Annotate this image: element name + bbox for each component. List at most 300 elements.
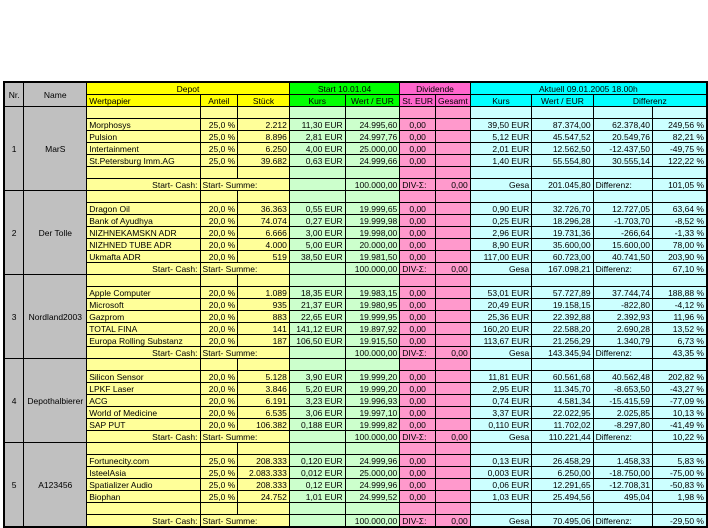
table-row <box>4 131 707 143</box>
nr-header: Nr. <box>4 82 24 107</box>
kurs-start-cell: 21,37 EUR <box>289 299 345 311</box>
wert-start-cell: 19.999,20 <box>345 371 400 383</box>
wert-start-header: Wert / EUR <box>345 95 400 107</box>
dividende-cell: 0,00 <box>400 335 436 347</box>
wert-start-cell: 24.999,96 <box>345 479 400 491</box>
gesamt-cell <box>435 371 470 383</box>
dividende-cell: 0,00 <box>400 239 436 251</box>
differenz-pct-cell: 6,73 % <box>653 335 708 347</box>
wertpapier-cell: Morphosys <box>87 119 200 131</box>
dividende-cell: 0,00 <box>400 323 436 335</box>
wert-aktuell-cell: 60.723,00 <box>532 251 593 263</box>
kurs-aktuell-cell: 3,37 EUR <box>470 407 532 419</box>
gesamt-value: 70.495,06 <box>532 515 593 528</box>
spacer-cell <box>593 107 652 119</box>
kurs-start-cell: 3,06 EUR <box>289 407 345 419</box>
wertpapier-cell: World of Medicine <box>87 407 200 419</box>
wertpapier-cell: Europa Rolling Substanz <box>87 335 200 347</box>
anteil-cell: 20,0 % <box>200 395 238 407</box>
anteil-cell: 25,0 % <box>200 491 238 503</box>
dividende-cell: 0,00 <box>400 383 436 395</box>
differenz-pct-cell: 63,64 % <box>653 203 708 215</box>
wert-aktuell-cell: 26.458,29 <box>532 455 593 467</box>
differenz-cell: 20.549,76 <box>593 131 652 143</box>
stueck-cell: 519 <box>238 251 290 263</box>
spacer-cell <box>470 107 532 119</box>
wert-aktuell-cell: 11.345,70 <box>532 383 593 395</box>
dividende-cell: 0,00 <box>400 215 436 227</box>
spacer-cell <box>87 443 200 455</box>
differenz-cell: -8.297,80 <box>593 419 652 431</box>
dividende-cell: 0,00 <box>400 311 436 323</box>
wert-aktuell-cell: 22.022,95 <box>532 407 593 419</box>
anteil-cell: 25,0 % <box>200 479 238 491</box>
group-spacer-row <box>4 191 707 203</box>
table-row <box>4 155 707 167</box>
table-row <box>4 227 707 239</box>
wert-start-cell: 19.999,65 <box>345 203 400 215</box>
anteil-cell: 25,0 % <box>200 119 238 131</box>
wert-aktuell-cell: 60.561,68 <box>532 371 593 383</box>
spacer-cell <box>593 359 652 371</box>
differenz-pct-cell: 202,82 % <box>653 371 708 383</box>
wert-start-cell: 24.999,52 <box>345 491 400 503</box>
table-row <box>4 371 707 383</box>
spacer-cell <box>238 359 290 371</box>
kurs-start-cell: 0,120 EUR <box>289 455 345 467</box>
gesamt-cell <box>435 419 470 431</box>
kurs-aktuell-cell: 2,95 EUR <box>470 383 532 395</box>
wertpapier-cell: SAP PUT <box>87 419 200 431</box>
group-number: 2 <box>4 191 24 275</box>
wertpapier-cell: St.Petersburg Imm.AG <box>87 155 200 167</box>
wert-aktuell-cell: 21.256,29 <box>532 335 593 347</box>
wert-aktuell-header: Wert / EUR <box>532 95 593 107</box>
stueck-cell: 883 <box>238 311 290 323</box>
spacer-cell <box>593 275 652 287</box>
wert-aktuell-cell: 6.250,00 <box>532 467 593 479</box>
differenz-label: Differenz: <box>593 179 652 191</box>
dividende-cell: 0,00 <box>400 479 436 491</box>
dividende-cell: 0,00 <box>400 287 436 299</box>
wert-aktuell-cell: 19.731,36 <box>532 227 593 239</box>
anteil-cell: 20,0 % <box>200 251 238 263</box>
group-number: 5 <box>4 443 24 528</box>
differenz-pct-cell: -4,12 % <box>653 299 708 311</box>
differenz-cell: -8.653,50 <box>593 383 652 395</box>
table-row <box>4 503 707 515</box>
gesamt-cell <box>435 215 470 227</box>
gesamt-label: Gesa <box>470 179 532 191</box>
spacer-cell <box>435 359 470 371</box>
stueck-cell: 208.333 <box>238 479 290 491</box>
differenz-pct-cell: -77,09 % <box>653 395 708 407</box>
kurs-aktuell-cell: 160,20 EUR <box>470 323 532 335</box>
kurs-aktuell-cell: 0,25 EUR <box>470 215 532 227</box>
differenz-pct-cell: 5,83 % <box>653 455 708 467</box>
kurs-start-cell: 38,50 EUR <box>289 251 345 263</box>
portfolio-body <box>4 82 707 527</box>
start-summe-label: Start- Summe: <box>200 179 289 191</box>
differenz-pct-cell: -1,33 % <box>653 227 708 239</box>
spacer-cell <box>400 275 436 287</box>
spacer-cell <box>653 443 708 455</box>
differenz-cell: -12.437,50 <box>593 143 652 155</box>
stueck-cell: 1.089 <box>238 287 290 299</box>
spacer-cell <box>435 107 470 119</box>
wert-start-cell: 24.999,96 <box>345 455 400 467</box>
spacer-cell <box>532 191 593 203</box>
spacer-cell <box>532 107 593 119</box>
start-cash-label: Start- Cash: <box>87 347 200 359</box>
wertpapier-cell: NIZHNEKAMSKN ADR <box>87 227 200 239</box>
differenz-label: Differenz: <box>593 431 652 443</box>
kurs-aktuell-cell: 5,12 EUR <box>470 131 532 143</box>
spacer-cell <box>289 107 345 119</box>
table-row <box>4 119 707 131</box>
spacer-cell <box>200 443 238 455</box>
spacer-cell <box>593 443 652 455</box>
dividende-cell: 0,00 <box>400 371 436 383</box>
differenz-pct-cell: 203,90 % <box>653 251 708 263</box>
gesamt-cell <box>435 383 470 395</box>
differenz-pct-cell: 188,88 % <box>653 287 708 299</box>
differenz-pct-cell <box>653 167 708 179</box>
stueck-cell: 4.000 <box>238 239 290 251</box>
differenz-cell <box>593 503 652 515</box>
group-spacer-row <box>4 275 707 287</box>
stueck-cell: 2.212 <box>238 119 290 131</box>
wertpapier-cell: Ukmafta ADR <box>87 251 200 263</box>
wertpapier-cell: IsteelAsia <box>87 467 200 479</box>
kurs-start-cell: 18,35 EUR <box>289 287 345 299</box>
differenz-cell: 1.458,33 <box>593 455 652 467</box>
spacer-cell <box>238 443 290 455</box>
dividende-cell: 0,00 <box>400 467 436 479</box>
kurs-start-cell <box>289 503 345 515</box>
wertpapier-cell: LPKF Laser <box>87 383 200 395</box>
summary-empty-cell <box>289 179 345 191</box>
differenz-pct-value: -29,50 % <box>653 515 708 528</box>
spacer-cell <box>238 191 290 203</box>
wertpapier-header: Wertpapier <box>87 95 200 107</box>
start-summe-label: Start- Summe: <box>200 263 289 275</box>
spacer-cell <box>289 443 345 455</box>
name-header: Name <box>24 82 87 107</box>
wertpapier-cell: Apple Computer <box>87 287 200 299</box>
dividende-cell: 0,00 <box>400 251 436 263</box>
differenz-pct-value: 10,22 % <box>653 431 708 443</box>
kurs-aktuell-cell: 0,74 EUR <box>470 395 532 407</box>
table-row <box>4 419 707 431</box>
wert-start-cell: 19.999,98 <box>345 215 400 227</box>
differenz-cell: -1.703,70 <box>593 215 652 227</box>
wert-start-cell: 24.999,66 <box>345 155 400 167</box>
gesamt-cell <box>435 479 470 491</box>
kurs-start-cell: 2,81 EUR <box>289 131 345 143</box>
differenz-cell: -18.750,00 <box>593 467 652 479</box>
spacer-cell <box>87 359 200 371</box>
differenz-pct-cell: -43,27 % <box>653 383 708 395</box>
kurs-aktuell-cell: 0,06 EUR <box>470 479 532 491</box>
group-number: 3 <box>4 275 24 359</box>
spacer-cell <box>87 275 200 287</box>
spacer-cell <box>470 191 532 203</box>
table-row <box>4 311 707 323</box>
gesamt-cell <box>435 287 470 299</box>
spacer-cell <box>532 443 593 455</box>
wert-aktuell-cell <box>532 167 593 179</box>
wertpapier-cell: Intertainment <box>87 143 200 155</box>
wertpapier-cell: Gazprom <box>87 311 200 323</box>
spacer-cell <box>289 275 345 287</box>
spacer-cell <box>200 275 238 287</box>
differenz-cell: -12.708,31 <box>593 479 652 491</box>
differenz-cell: 37.744,74 <box>593 287 652 299</box>
differenz-cell: 15.600,00 <box>593 239 652 251</box>
differenz-pct-cell: -8,52 % <box>653 215 708 227</box>
table-row <box>4 251 707 263</box>
spacer-cell <box>435 191 470 203</box>
header-row-top <box>4 82 707 95</box>
kurs-start-cell: 5,00 EUR <box>289 239 345 251</box>
kurs-start-cell: 5,20 EUR <box>289 383 345 395</box>
summary-row <box>4 347 707 359</box>
dividende-cell: 0,00 <box>400 407 436 419</box>
wertpapier-cell <box>87 167 200 179</box>
group-spacer-row <box>4 359 707 371</box>
wert-start-cell: 25.000,00 <box>345 143 400 155</box>
differenz-pct-cell: -41,49 % <box>653 419 708 431</box>
table-row <box>4 215 707 227</box>
gesamt-cell <box>435 395 470 407</box>
wert-start-cell <box>345 503 400 515</box>
anteil-cell <box>200 167 238 179</box>
dividende-header: Dividende <box>400 82 470 95</box>
stueck-cell: 39.682 <box>238 155 290 167</box>
div-sum-value: 0,00 <box>435 347 470 359</box>
wertpapier-cell: Spatializer Audio <box>87 479 200 491</box>
gesamt-cell <box>435 323 470 335</box>
table-row <box>4 467 707 479</box>
wert-aktuell-cell: 35.600,00 <box>532 239 593 251</box>
differenz-header: Differenz <box>593 95 707 107</box>
differenz-pct-cell: 82,21 % <box>653 131 708 143</box>
wert-aktuell-cell: 19.158,15 <box>532 299 593 311</box>
spacer-cell <box>87 191 200 203</box>
start-header: Start 10.01.04 <box>289 82 399 95</box>
anteil-cell: 25,0 % <box>200 455 238 467</box>
summary-empty-cell <box>289 431 345 443</box>
dividende-cell <box>400 167 436 179</box>
spacer-cell <box>653 359 708 371</box>
kurs-aktuell-cell: 8,90 EUR <box>470 239 532 251</box>
gesamt-cell <box>435 251 470 263</box>
dividende-cell: 0,00 <box>400 143 436 155</box>
wert-start-cell: 19.999,20 <box>345 383 400 395</box>
stueck-cell: 5.128 <box>238 371 290 383</box>
anteil-header: Anteil <box>200 95 238 107</box>
wertpapier-cell: Dragon Oil <box>87 203 200 215</box>
kurs-start-cell: 0,012 EUR <box>289 467 345 479</box>
dividende-cell: 0,00 <box>400 419 436 431</box>
gesamt-value: 167.098,21 <box>532 263 593 275</box>
summary-row <box>4 263 707 275</box>
table-row <box>4 323 707 335</box>
wert-aktuell-cell: 12.562,50 <box>532 143 593 155</box>
kurs-start-cell <box>289 167 345 179</box>
anteil-cell: 20,0 % <box>200 383 238 395</box>
div-sum-value: 0,00 <box>435 431 470 443</box>
gesamt-cell <box>435 131 470 143</box>
dividende-cell: 0,00 <box>400 491 436 503</box>
start-cash-label: Start- Cash: <box>87 515 200 528</box>
gesamt-value: 143.345,94 <box>532 347 593 359</box>
spacer-cell <box>653 191 708 203</box>
differenz-label: Differenz: <box>593 347 652 359</box>
wert-start-cell: 19.997,10 <box>345 407 400 419</box>
kurs-aktuell-cell <box>470 167 532 179</box>
div-sum-label: DIV-Σ: <box>400 515 436 528</box>
kurs-aktuell-cell: 0,003 EUR <box>470 467 532 479</box>
gesamt-cell <box>435 167 470 179</box>
kurs-aktuell-cell: 20,49 EUR <box>470 299 532 311</box>
wert-aktuell-cell: 55.554,80 <box>532 155 593 167</box>
start-summe-value: 100.000,00 <box>345 515 400 528</box>
wertpapier-cell: Silicon Sensor <box>87 371 200 383</box>
kurs-aktuell-header: Kurs <box>470 95 532 107</box>
spacer-cell <box>345 275 400 287</box>
spacer-cell <box>289 359 345 371</box>
differenz-cell: 2.392,93 <box>593 311 652 323</box>
wert-start-cell: 24.995,60 <box>345 119 400 131</box>
anteil-cell: 20,0 % <box>200 203 238 215</box>
spacer-cell <box>345 107 400 119</box>
spacer-cell <box>345 443 400 455</box>
kurs-start-cell: 3,90 EUR <box>289 371 345 383</box>
spacer-cell <box>653 275 708 287</box>
spacer-cell <box>653 107 708 119</box>
anteil-cell: 20,0 % <box>200 335 238 347</box>
kurs-start-cell: 22,65 EUR <box>289 311 345 323</box>
differenz-cell: 40.741,50 <box>593 251 652 263</box>
kurs-aktuell-cell: 1,40 EUR <box>470 155 532 167</box>
group-number: 1 <box>4 107 24 191</box>
start-summe-value: 100.000,00 <box>345 263 400 275</box>
wertpapier-cell: NIZHNED TUBE ADR <box>87 239 200 251</box>
gesamt-cell <box>435 407 470 419</box>
kurs-aktuell-cell: 0,13 EUR <box>470 455 532 467</box>
kurs-aktuell-cell <box>470 503 532 515</box>
anteil-cell: 20,0 % <box>200 227 238 239</box>
differenz-label: Differenz: <box>593 263 652 275</box>
gesamt-cell <box>435 467 470 479</box>
dividende-cell: 0,00 <box>400 455 436 467</box>
wert-aktuell-cell: 22.392,88 <box>532 311 593 323</box>
anteil-cell: 20,0 % <box>200 287 238 299</box>
gesamt-cell <box>435 203 470 215</box>
wert-start-cell: 19.980,95 <box>345 299 400 311</box>
differenz-label: Differenz: <box>593 515 652 528</box>
differenz-pct-cell: 122,22 % <box>653 155 708 167</box>
differenz-cell: 1.340,79 <box>593 335 652 347</box>
stueck-cell: 141 <box>238 323 290 335</box>
div-sum-value: 0,00 <box>435 179 470 191</box>
kurs-start-cell: 3,00 EUR <box>289 227 345 239</box>
table-row <box>4 299 707 311</box>
anteil-cell: 20,0 % <box>200 371 238 383</box>
spacer-cell <box>593 191 652 203</box>
dividende-cell: 0,00 <box>400 395 436 407</box>
summary-row <box>4 515 707 528</box>
stueck-cell: 6.666 <box>238 227 290 239</box>
kurs-aktuell-cell: 39,50 EUR <box>470 119 532 131</box>
kurs-start-cell: 0,55 EUR <box>289 203 345 215</box>
differenz-pct-cell: -49,75 % <box>653 143 708 155</box>
spacer-cell <box>400 359 436 371</box>
anteil-cell: 20,0 % <box>200 311 238 323</box>
group-name: MarS <box>24 107 87 191</box>
kurs-start-cell: 0,63 EUR <box>289 155 345 167</box>
anteil-cell <box>200 503 238 515</box>
differenz-cell: -822,80 <box>593 299 652 311</box>
differenz-pct-cell: 78,00 % <box>653 239 708 251</box>
wert-start-cell: 19.996,93 <box>345 395 400 407</box>
differenz-cell: -15.415,59 <box>593 395 652 407</box>
stueck-cell: 106.382 <box>238 419 290 431</box>
dividende-cell: 0,00 <box>400 131 436 143</box>
wert-start-cell: 25.000,00 <box>345 467 400 479</box>
wert-aktuell-cell: 25.494,56 <box>532 491 593 503</box>
stueck-cell: 6.191 <box>238 395 290 407</box>
kurs-aktuell-cell: 25,36 EUR <box>470 311 532 323</box>
group-name: Depothalbierer <box>24 359 87 443</box>
table-row <box>4 383 707 395</box>
wertpapier-cell: Fortunecity.com <box>87 455 200 467</box>
wertpapier-cell: Bank of Ayudhya <box>87 215 200 227</box>
gesamt-cell <box>435 299 470 311</box>
spacer-cell <box>435 275 470 287</box>
stueck-cell: 74.074 <box>238 215 290 227</box>
anteil-cell: 20,0 % <box>200 407 238 419</box>
wertpapier-cell: ACG <box>87 395 200 407</box>
start-cash-label: Start- Cash: <box>87 179 200 191</box>
anteil-cell: 20,0 % <box>200 215 238 227</box>
spacer-cell <box>435 443 470 455</box>
wert-start-cell: 19.999,82 <box>345 419 400 431</box>
depot-header: Depot <box>87 82 290 95</box>
stueck-cell: 208.333 <box>238 455 290 467</box>
group-name: Nordland2003 <box>24 275 87 359</box>
gesamt-cell <box>435 311 470 323</box>
start-cash-label: Start- Cash: <box>87 431 200 443</box>
div-sum-value: 0,00 <box>435 263 470 275</box>
gesamt-label: Gesa <box>470 515 532 528</box>
kurs-start-cell: 0,188 EUR <box>289 419 345 431</box>
differenz-pct-value: 101,05 % <box>653 179 708 191</box>
differenz-cell: 62.378,40 <box>593 119 652 131</box>
start-cash-label: Start- Cash: <box>87 263 200 275</box>
kurs-aktuell-cell: 1,03 EUR <box>470 491 532 503</box>
stueck-cell: 8.896 <box>238 131 290 143</box>
stueck-cell: 187 <box>238 335 290 347</box>
differenz-pct-value: 67,10 % <box>653 263 708 275</box>
wert-aktuell-cell: 12.291,65 <box>532 479 593 491</box>
table-row <box>4 491 707 503</box>
portfolio-table <box>3 81 708 528</box>
div-sum-value: 0,00 <box>435 515 470 528</box>
wertpapier-cell: Biophan <box>87 491 200 503</box>
